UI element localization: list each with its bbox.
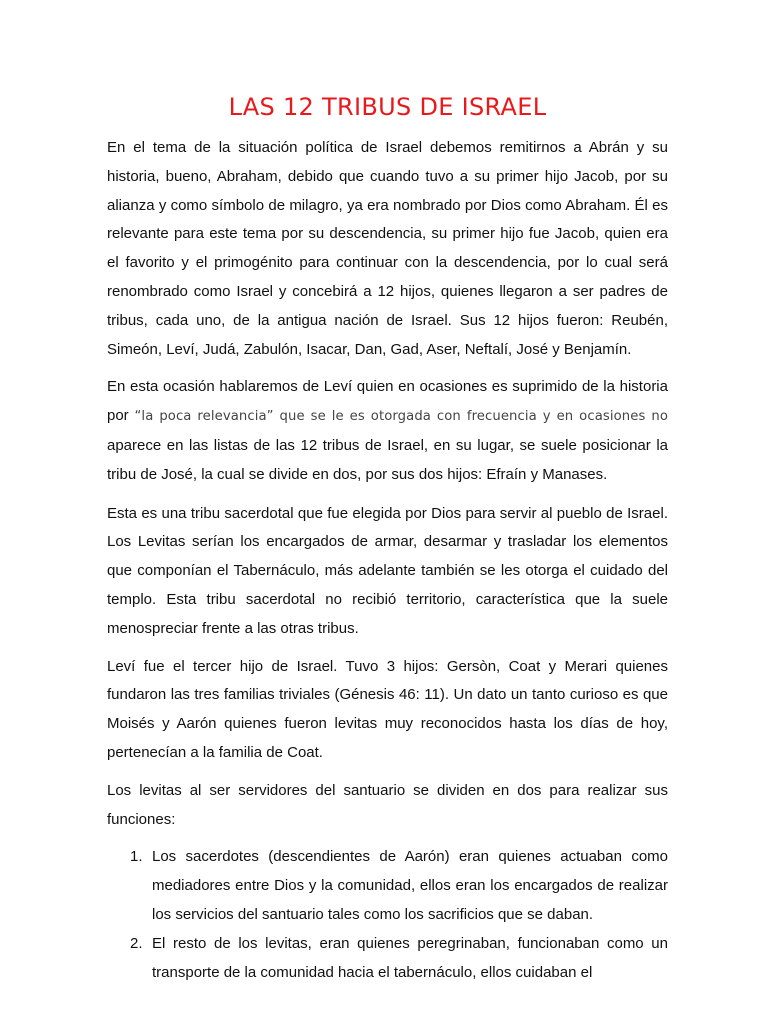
paragraph-levi-intro xyxy=(107,373,668,489)
list-item-number: 1. xyxy=(130,848,143,866)
paragraph-levi-hijos: Leví fue el tercer hijo de Israel. Tuvo 3 hijos: Gersòn, Coat y Merari quienes fundaron las tres familias triviales (Génesis 46: 11). Un dato un tanto curioso es que Moisés y Aarón quienes fueron levitas muy reconocidos hasta los días de hoy, pertenecían a la familia de Coat. xyxy=(107,657,668,761)
list-item xyxy=(107,843,668,929)
list-item-number: 2. xyxy=(130,934,143,952)
paragraph-levi-after: aparece en las listas de las 12 tribus de Israel, en su lugar, se suele posicionar la tribu de José, la cual se divide en dos, por sus dos hijos: Efraín y Manases. xyxy=(107,436,668,483)
paragraph-abraham: En el tema de la situación política de Israel debemos remitirnos a Abrán y su historia, bueno, Abraham, debido que cuando tuvo a su primer hijo Jacob, por su alianza y como símbolo de milagro, ya era nombrado por Dios como Abraham. Él es relevante para este tema por su descendencia, su primer hijo fue Jacob, quien era el favorito y el primogénito para continuar con la descendencia, por lo cual será renombrado como Israel y concebirá a 12 hijos, quienes llegaron a ser padres de tribus, cada uno, de la antigua nación de Israel. Sus 12 hijos fueron: Reubén, Simeón, Leví, Judá, Zabulón, Isacar, Dan, Gad, Aser, Neftalí, José y Benjamín. xyxy=(107,139,668,358)
paragraph-levi-before: En esta ocasión hablaremos de Leví quien en ocasiones es suprimido de la historia por xyxy=(107,378,668,425)
list-item-text: Los sacerdotes (descendientes de Aarón) eran quienes actuaban como mediadores entre Dios y la comunidad, ellos eran los encargados de realizar los servicios del santuario tales como los sacrificios que se daban. xyxy=(152,848,668,923)
paragraph-levitas-funciones: Los levitas al ser servidores del santuario se dividen en dos para realizar sus funciones: xyxy=(107,781,668,828)
functions-list xyxy=(107,843,668,987)
paragraph-levi-quote: “la poca relevancia” que se le es otorgada con frecuencia y en ocasiones no xyxy=(134,409,668,425)
list-item xyxy=(107,930,668,988)
list-item-text: El resto de los levitas, eran quienes peregrinaban, funcionaban como un transporte de la comunidad hacia el tabernáculo, ellos cuidaban el xyxy=(152,934,668,981)
document-title: LAS 12 TRIBUS DE ISRAEL xyxy=(228,93,547,121)
paragraph-tribu-sacerdotal: Esta es una tribu sacerdotal que fue elegida por Dios para servir al pueblo de Israel. Los Levitas serían los encargados de armar, desarmar y trasladar los elementos que componían el Tabernáculo, más adelante también se les otorga el cuidado del templo. Esta tribu sacerdotal no recibió territorio, característica que la suele menospreciar frente a las otras tribus. xyxy=(107,504,668,637)
